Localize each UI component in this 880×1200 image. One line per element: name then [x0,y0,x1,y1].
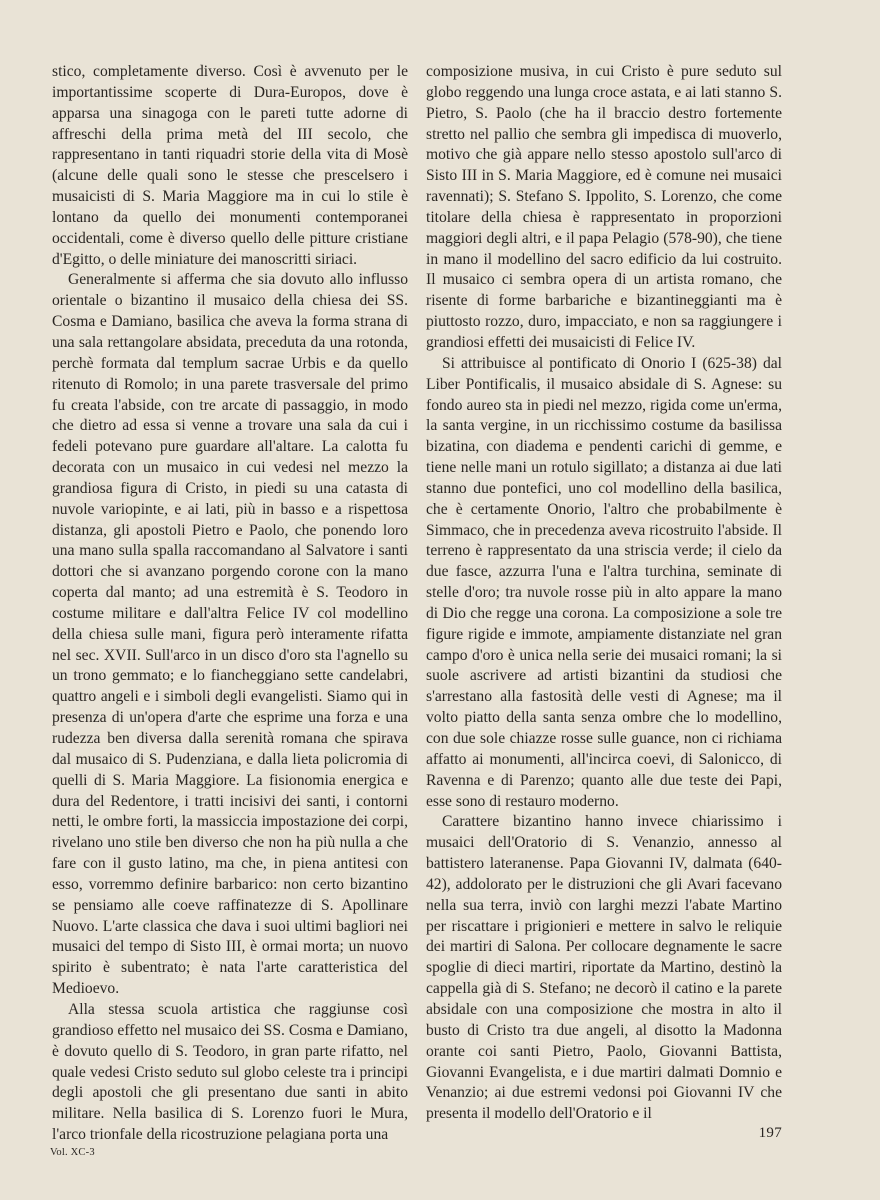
printer-signature: Vol. XC-3 [50,1147,95,1158]
paragraph-continuation: stico, completamente diverso. Così è avvenuto per le importantissime scoperte di Dura-Europos, dove è apparsa una sinagoga con le pareti tutte adorne di affreschi della prima metà del III secolo, che rappresentano in tanti riquadri storie della vita di Mosè (alcune delle quali sono le stesse che prescelsero i musaicisti di S. Maria Maggiore ma in cui lo stile è lontano da quello dei monumenti contemporanei occidentali, come è diverso quello delle pitture cristiane d'Egitto, o delle miniature dei manoscritti siriaci. [52,63,408,268]
page-number: 197 [758,1125,782,1141]
paragraph-sant-agnese: Si attribuisce al pontificato di Onorio I (625-38) dal Liber Pontificalis, il musaico absidale di S. Agnese: su fondo aureo sta in piedi nel mezzo, rigida come un'erma, la santa vergine, in un ricchissimo costume da basilissa bizatina, con diadema e pendenti carichi di gemme, e tiene nelle mani un rotulo sigillato; a distanza ai due lati stanno due pontefici, uno col modellino della basilica, che è certamente Onorio, l'altro che probabilmente è Simmaco, che in precedenza aveva ricostruito l'abside. Il terreno è rappresentato da una striscia verde; il cielo da due fasce, azzurra l'una e l'altra turchina, seminate di stelle d'oro; tra nuvole rosse più in alto appare la mano di Dio che regge una corona. La composizione a sole tre figure rigide e immote, ampiamente distanziate nel gran campo d'oro è unica nella serie dei musaici romani; la si suole ascrivere ad artisti bizantini da studiosi che s'arrestano alla fastosità delle vesti di Agnese; ma il volto piatto della santa senza ombre che lo modellino, con due sole chiazze rosse sulle guance, non ci richiama affatto ai monumenti, all'incirca coevi, di Salonicco, di Ravenna e di Parenzo; quanto alle due teste dei Papi, esse sono di restauro moderno. [426,354,782,810]
paragraph-cosma-damiano: Generalmente si afferma che sia dovuto allo influsso orientale o bizantino il musaico della chiesa dei SS. Cosma e Damiano, basilica che aveva la forma strana di una sala rettangolare absidata, preceduta da una rotonda, perchè formata dal templum sacrae Urbis e da quello ritenuto di Romolo; in una parete trasversale del primo fu creata l'abside, con tre arcate di passaggio, in modo che dietro ad essa si venne a trovare una sala da cui i fedeli potevano pure guardare all'altare. La calotta fu decorata con un musaico in cui vedesi nel mezzo la grandiosa figura di Cristo, in piedi su una catasta di nuvole variopinte, e ai lati, più in basso e a rispettosa distanza, gli apostoli Pietro e Paolo, che ponendo loro una mano sulla spalla raccomandano al Salvatore i santi dottori che si avanzano porgendo corone con la mano coperta dal manto; ad una estremità è S. Teodoro in costume militare e dall'altra Felice IV col modellino della chiesa sulle mani, figura però interamente rifatta nel sec. XVII. Sull'arco in un disco d'oro sta l'agnello su un trono gemmato; e lo fiancheggiano sette candelabri, quattro angeli e i simboli degli evangelisti. Siamo qui in presenza di un'opera d'arte che esprime una forza e una rudezza ben diversa dalla serenità romana che spirava dal musaico di S. Pudenziana, e dalla lieta policromia di quelli di S. Maria Maggiore. La fisionomia energica e dura del Redentore, i tratti incisivi dei santi, i contorni netti, le ombre forti, la massiccia impostazione dei corpi, rivelano uno stile ben diverso che non ha più nulla a che fare con il gusto latino, ma che, in piena antitesi con esso, vorremmo definire barbarico: non certo bizantino se pensiamo alle coeve raffinatezze di S. Apollinare Nuovo. L'arte classica che dava i suoi ultimi bagliori nei musaici del tempo di Sisto III, è ormai morta; un nuovo spirito è subentrato; è nata l'arte caratteristica del Medioevo. [52,271,408,998]
left-text-column [52,62,408,1146]
right-text-column [426,62,782,1125]
paragraph-san-lorenzo-continued: composizione musiva, in cui Cristo è pure seduto sul globo reggendo una lunga croce astata, e ai lati stanno S. Pietro, S. Paolo (che ha il braccio destro fortemente stretto nel pallio che sembra gli impedisca di muoverlo, motivo che già appare nello stesso apostolo sull'arco di Sisto III in S. Maria Maggiore, ed è comune nei musaici ravennati); S. Stefano S. Ippolito, S. Lorenzo, che come titolare della chiesa è rappresentato in proporzioni maggiori degli altri, e il papa Pelagio (578-90), che tiene in mano il modellino del sacro edificio da lui costruito. Il musaico ci sembra opera di un artista romano, che risente di forme barbariche e bizantineggianti ma è piuttosto rozzo, duro, impacciato, e non sa raggiungere i grandiosi effetti dei musaicisti di Felice IV. [426,63,782,351]
paragraph-san-teodoro: Alla stessa scuola artistica che raggiunse così grandioso effetto nel musaico dei SS. Cosma e Damiano, è dovuto quello di S. Teodoro, in gran parte rifatto, nel quale vedesi Cristo seduto sul globo celeste tra i principi degli apostoli che gli presentano due santi in abito militare. Nella basilica di S. Lorenzo fuori le Mura, l'arco trionfale della ricostruzione pelagiana porta una [52,1000,408,1144]
paragraph-san-venanzio: Carattere bizantino hanno invece chiarissimo i musaici dell'Oratorio di S. Venanzio, annesso al battistero lateranense. Papa Giovanni IV, dalmata (640-42), addolorato per le distruzioni che gli Avari facevano nella sua terra, inviò con larghi mezzi l'abate Martino per riscattare i prigionieri e mettere in salvo le reliquie dei martiri di Salona. Per collocare degnamente le sacre spoglie di dieci martiri, riportate da Martino, destinò la cappella già di S. Stefano; ne decorò il catino e la parete absidale con una composizione che mostra in alto il busto di Cristo tra due angeli, al disotto la Madonna orante coi santi Pietro, Paolo, Giovanni Battista, Giovanni Evangelista, e i due martiri dalmati Domnio e Venanzio; ai due estremi vedonsi poi Giovanni IV che presenta il modello dell'Oratorio e il [426,813,782,1123]
